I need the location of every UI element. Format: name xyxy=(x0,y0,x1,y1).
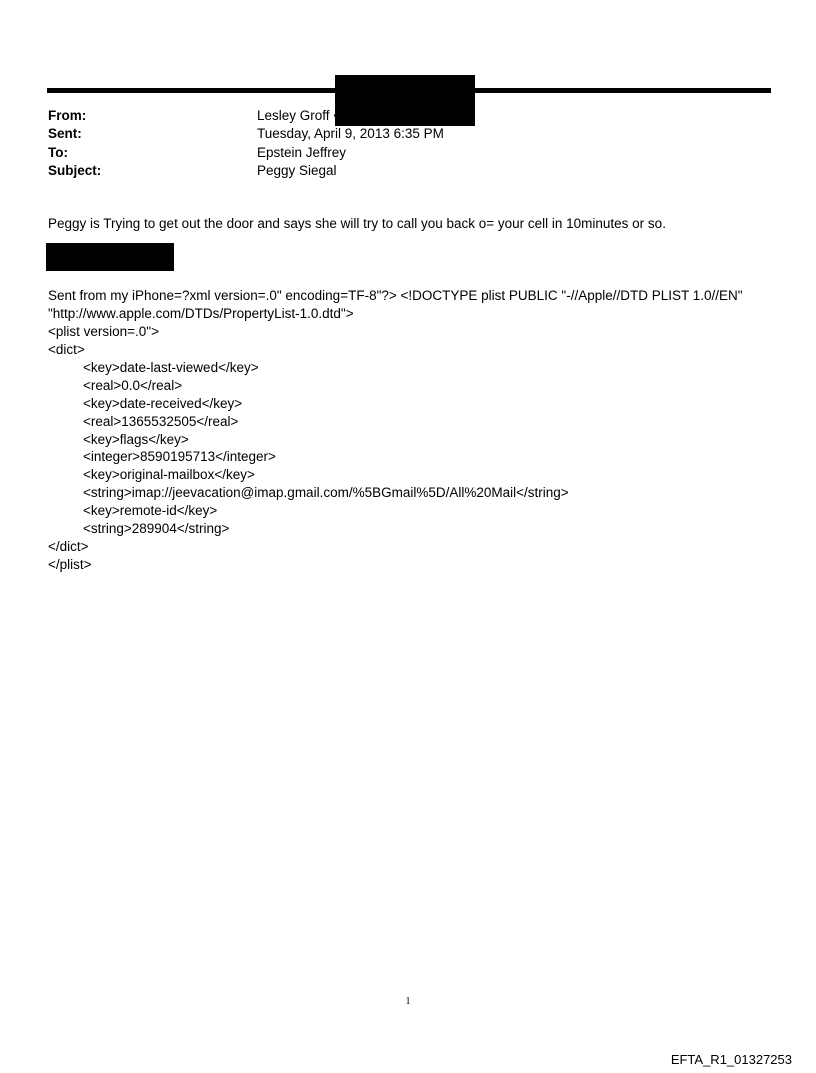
plist-line: Sent from my iPhone=?xml version=.0" encoding=TF-8"?> <!DOCTYPE plist PUBLIC "-//Apple//DTD PLIST 1.0//EN" xyxy=(48,288,743,303)
sent-label: Sent: xyxy=(48,126,82,142)
from-value: Lesley Groff < xyxy=(257,108,342,123)
to-row xyxy=(48,144,444,162)
sent-row xyxy=(48,125,444,143)
message-body: Peggy is Trying to get out the door and says she will try to call you back o= your cell in 10minutes or so. xyxy=(48,216,666,231)
sent-value: Tuesday, April 9, 2013 6:35 PM xyxy=(257,126,444,142)
plist-line: <plist version=.0"> xyxy=(48,323,159,339)
plist-entry: <key>flags</key> xyxy=(83,431,189,447)
to-value: Epstein Jeffrey xyxy=(257,144,347,160)
plist-entry: <key>remote-id</key> xyxy=(83,503,218,519)
plist-line: <dict> xyxy=(48,341,85,357)
plist-block xyxy=(48,287,788,574)
plist-entry: <real>1365532505</real> xyxy=(83,413,239,429)
plist-entry: <key>original-mailbox</key> xyxy=(83,467,255,483)
page-number: 1 xyxy=(405,996,411,1007)
plist-entry: <string>imap://jeevacation@imap.gmail.com/%5BGmail%5D/All%20Mail</string> xyxy=(83,485,569,501)
plist-entry: <real>0.0</real> xyxy=(83,377,183,393)
redaction-box-signature xyxy=(46,243,174,271)
subject-value: Peggy Siegal xyxy=(257,162,337,178)
plist-entry: <key>date-last-viewed</key> xyxy=(83,359,259,375)
plist-line: </dict> xyxy=(48,539,89,555)
bates-number: EFTA_R1_01327253 xyxy=(670,1052,792,1067)
from-label: From: xyxy=(48,108,87,123)
plist-entry: <key>date-received</key> xyxy=(83,395,243,411)
to-label: To: xyxy=(48,144,68,160)
plist-entry: <string>289904</string> xyxy=(83,521,230,537)
subject-row xyxy=(48,162,444,180)
plist-entry: <integer>8590195713</integer> xyxy=(83,449,276,465)
plist-line: "http://www.apple.com/DTDs/PropertyList-1.0.dtd"> xyxy=(48,305,354,321)
subject-label: Subject: xyxy=(48,162,102,178)
from-row xyxy=(48,107,444,125)
email-header xyxy=(48,107,444,180)
plist-line: </plist> xyxy=(48,557,92,573)
